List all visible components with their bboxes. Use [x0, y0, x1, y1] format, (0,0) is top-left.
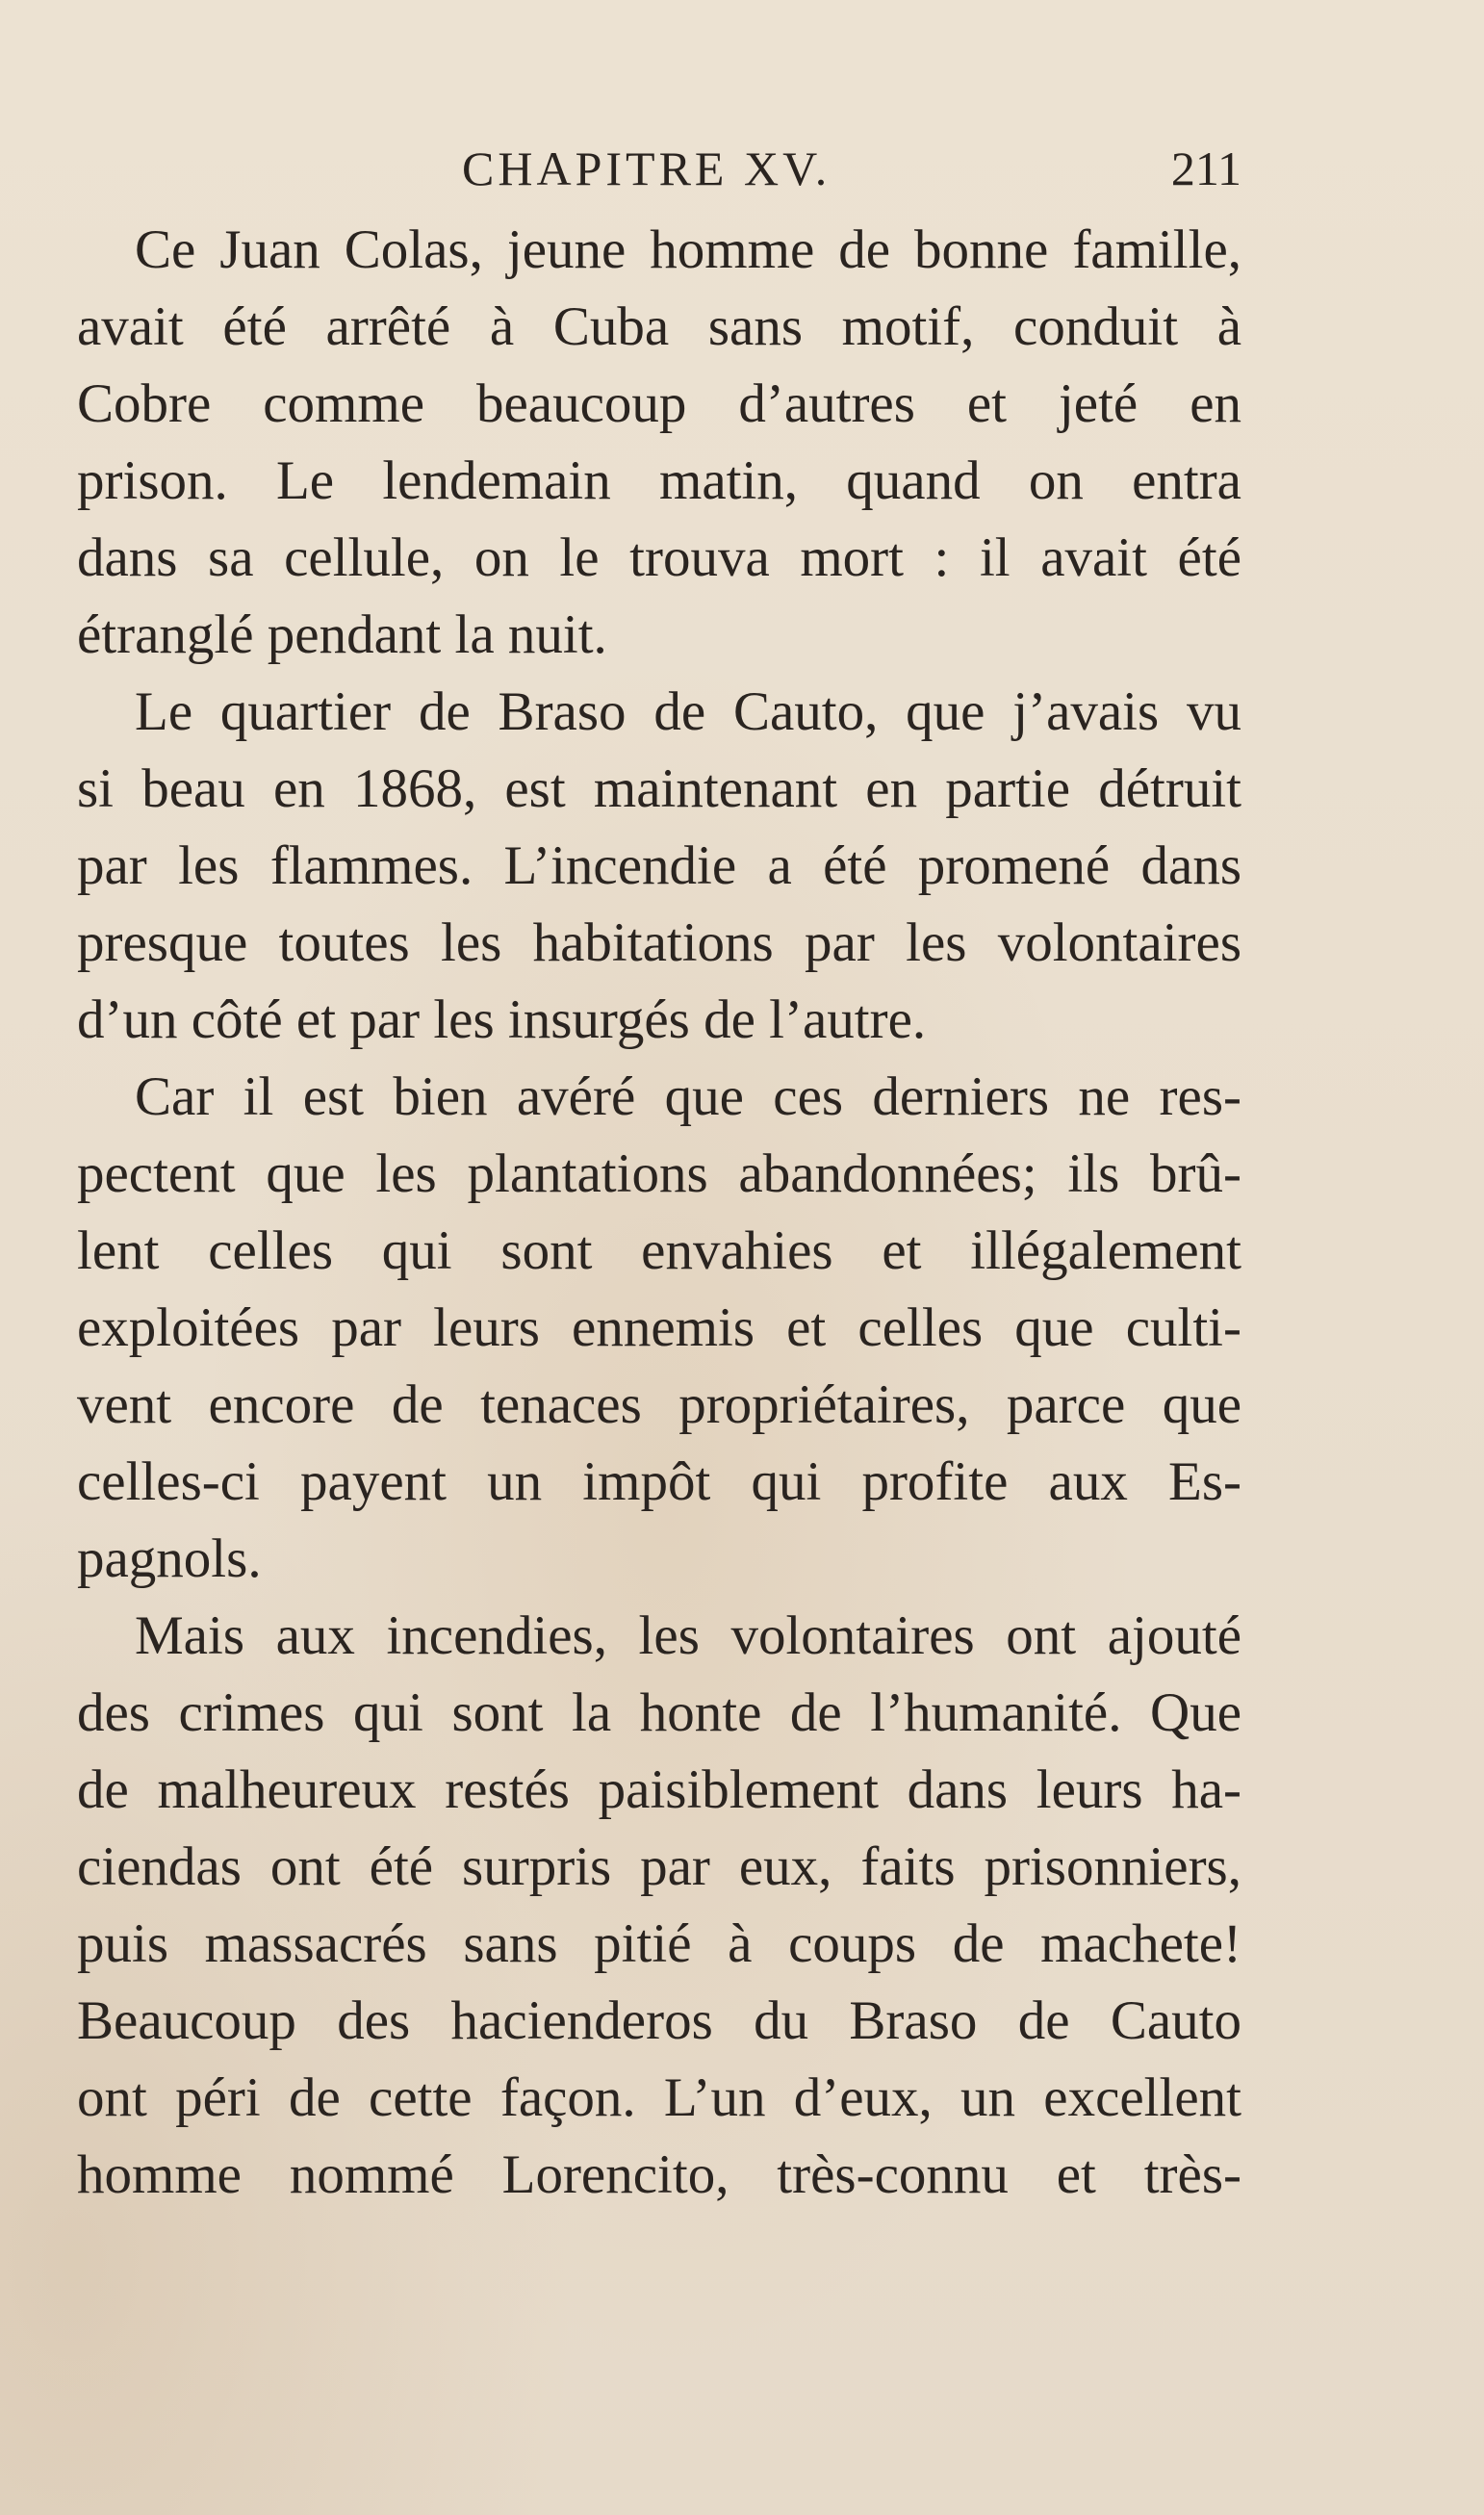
text-line: si beau en 1868, est maintenant en partie détruit: [77, 758, 1241, 819]
text-line: étranglé pendant la nuit.: [77, 604, 607, 665]
body-text: [77, 212, 1241, 2214]
text-line: Beaucoup des hacienderos du Braso de Cauto: [77, 1990, 1241, 2051]
text-line: homme nommé Lorencito, très-connu et très-: [77, 2144, 1241, 2205]
text-line: Ce Juan Colas, jeune homme de bonne famille,: [135, 219, 1241, 280]
text-line: vent encore de tenaces propriétaires, parce que: [77, 1374, 1241, 1435]
page-number: 211: [1170, 141, 1241, 195]
page-header: [77, 135, 1241, 202]
text-line: celles-ci payent un impôt qui profite aux Es-: [77, 1451, 1241, 1512]
text-line: pagnols.: [77, 1528, 262, 1589]
text-line: prison. Le lendemain matin, quand on entra: [77, 450, 1241, 511]
text-line: Car il est bien avéré que ces derniers ne res-: [135, 1066, 1241, 1127]
text-line: ciendas ont été surpris par eux, faits prisonniers,: [77, 1836, 1241, 1897]
text-line: Le quartier de Braso de Cauto, que j’avais vu: [135, 681, 1241, 742]
text-line: Cobre comme beaucoup d’autres et jeté en: [77, 373, 1241, 434]
text-line: presque toutes les habitations par les volontaires: [77, 912, 1241, 973]
text-line: puis massacrés sans pitié à coups de machete!: [77, 1913, 1241, 1974]
text-line: pectent que les plantations abandonnées; ils brû-: [77, 1143, 1241, 1204]
text-line: des crimes qui sont la honte de l’humanité. Que: [77, 1682, 1241, 1743]
text-line: lent celles qui sont envahies et illégalement: [77, 1220, 1241, 1281]
text-line: de malheureux restés paisiblement dans leurs ha-: [77, 1759, 1241, 1820]
text-line: ont péri de cette façon. L’un d’eux, un excellent: [77, 2067, 1241, 2128]
text-line: d’un côté et par les insurgés de l’autre.: [77, 989, 927, 1050]
running-head: CHAPITRE XV.: [462, 141, 832, 195]
text-line: dans sa cellule, on le trouva mort : il avait été: [77, 527, 1241, 588]
text-line: par les flammes. L’incendie a été promené dans: [77, 835, 1241, 896]
text-line: exploitées par leurs ennemis et celles que culti-: [77, 1297, 1241, 1358]
text-line: avait été arrêté à Cuba sans motif, conduit à: [77, 296, 1241, 357]
text-line: Mais aux incendies, les volontaires ont ajouté: [135, 1605, 1241, 1666]
